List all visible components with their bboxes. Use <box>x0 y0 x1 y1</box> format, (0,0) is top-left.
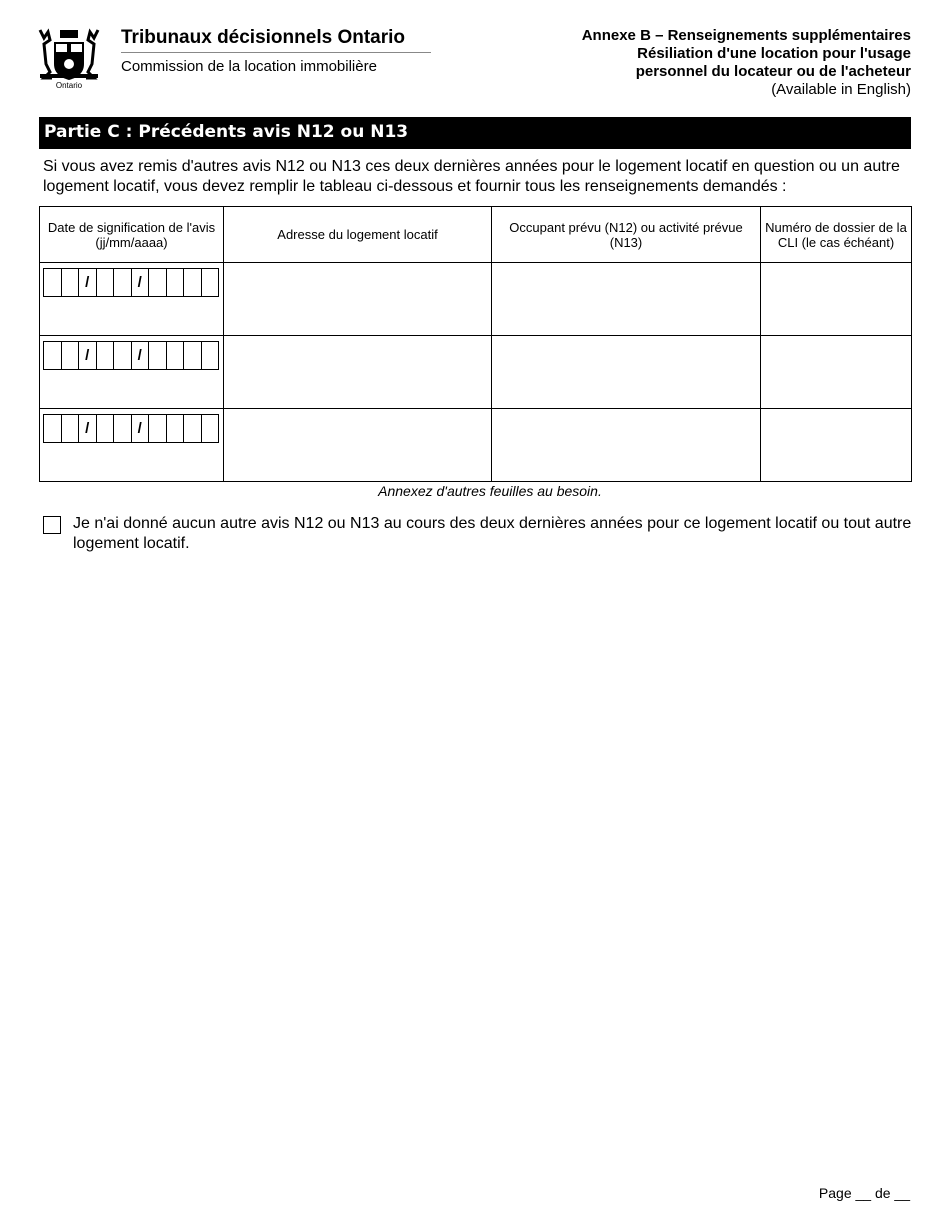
date-separator: / <box>132 415 150 442</box>
checkbox-label: Je n'ai donné aucun autre avis N12 ou N13 au cours des deux dernières années pour ce logement locatif ou tout autre logement locatif. <box>73 515 912 552</box>
date-digit-box[interactable] <box>202 415 219 442</box>
date-digit-box[interactable] <box>114 342 132 369</box>
address-field[interactable] <box>224 336 492 409</box>
section-title: Partie C : Précédents avis N12 ou N13 <box>39 117 911 149</box>
form-title-line-3: personnel du locateur ou de l'acheteur <box>635 63 911 80</box>
table-row <box>40 409 912 482</box>
form-title-line-1: Annexe B – Renseignements supplémentaires <box>581 27 911 44</box>
file-number-field[interactable] <box>761 336 912 409</box>
organization-name: Tribunaux décisionnels Ontario <box>121 27 405 48</box>
date-separator: / <box>79 342 97 369</box>
date-separator: / <box>132 342 150 369</box>
occupant-field[interactable] <box>492 409 761 482</box>
date-digit-box[interactable] <box>167 269 185 296</box>
logo-caption: Ontario <box>55 81 83 90</box>
date-digit-box[interactable] <box>114 415 132 442</box>
date-digit-box[interactable] <box>114 269 132 296</box>
section-intro: Si vous avez remis d'autres avis N12 ou N13 ces deux dernières années pour le logement locatif en question ou un autre logement locatif, vous devez remplir le tableau ci-dessous et fournir tous les renseignements demandés : <box>43 158 900 195</box>
header-divider <box>121 52 431 53</box>
date-digit-box[interactable] <box>167 342 185 369</box>
occupant-field[interactable] <box>492 263 761 336</box>
date-digit-box[interactable] <box>167 415 185 442</box>
file-number-field[interactable] <box>761 409 912 482</box>
date-digit-box[interactable] <box>202 342 219 369</box>
date-digit-box[interactable] <box>97 269 115 296</box>
table-header-row <box>40 207 912 263</box>
date-digit-box[interactable] <box>184 269 202 296</box>
date-digit-box[interactable] <box>44 415 62 442</box>
date-digit-box[interactable] <box>62 415 80 442</box>
date-digit-box[interactable] <box>149 269 167 296</box>
date-separator: / <box>132 269 150 296</box>
form-title-line-2: Résiliation d'une location pour l'usage <box>637 45 911 62</box>
date-input[interactable] <box>43 341 219 370</box>
language-note: (Available in English) <box>771 81 911 98</box>
attach-note: Annexez d'autres feuilles au besoin. <box>378 483 602 499</box>
date-input[interactable] <box>43 414 219 443</box>
table-row <box>40 336 912 409</box>
page-number: Page __ de __ <box>818 1185 910 1201</box>
header-occupant: Occupant prévu (N12) ou activité prévue (N13) <box>492 207 761 263</box>
header-date: Date de signification de l'avis (jj/mm/aaaa) <box>40 207 224 263</box>
table-row <box>40 263 912 336</box>
previous-notices-table <box>39 206 912 482</box>
tribunal-name: Commission de la location immobilière <box>121 58 377 75</box>
date-cell <box>40 409 224 482</box>
date-digit-box[interactable] <box>44 269 62 296</box>
date-digit-box[interactable] <box>97 415 115 442</box>
date-separator: / <box>79 269 97 296</box>
address-field[interactable] <box>224 409 492 482</box>
date-cell <box>40 263 224 336</box>
occupant-field[interactable] <box>492 336 761 409</box>
file-number-field[interactable] <box>761 263 912 336</box>
date-digit-box[interactable] <box>149 415 167 442</box>
date-digit-box[interactable] <box>202 269 219 296</box>
header-address: Adresse du logement locatif <box>224 207 492 263</box>
date-digit-box[interactable] <box>97 342 115 369</box>
date-digit-box[interactable] <box>62 269 80 296</box>
no-other-notices-checkbox[interactable] <box>43 516 61 534</box>
date-input[interactable] <box>43 268 219 297</box>
date-cell <box>40 336 224 409</box>
date-digit-box[interactable] <box>44 342 62 369</box>
form-title-block <box>582 27 911 99</box>
address-field[interactable] <box>224 263 492 336</box>
header-file-number: Numéro de dossier de la CLI (le cas échéant) <box>761 207 912 263</box>
date-digit-box[interactable] <box>184 342 202 369</box>
date-digit-box[interactable] <box>62 342 80 369</box>
date-separator: / <box>79 415 97 442</box>
date-digit-box[interactable] <box>149 342 167 369</box>
date-digit-box[interactable] <box>184 415 202 442</box>
